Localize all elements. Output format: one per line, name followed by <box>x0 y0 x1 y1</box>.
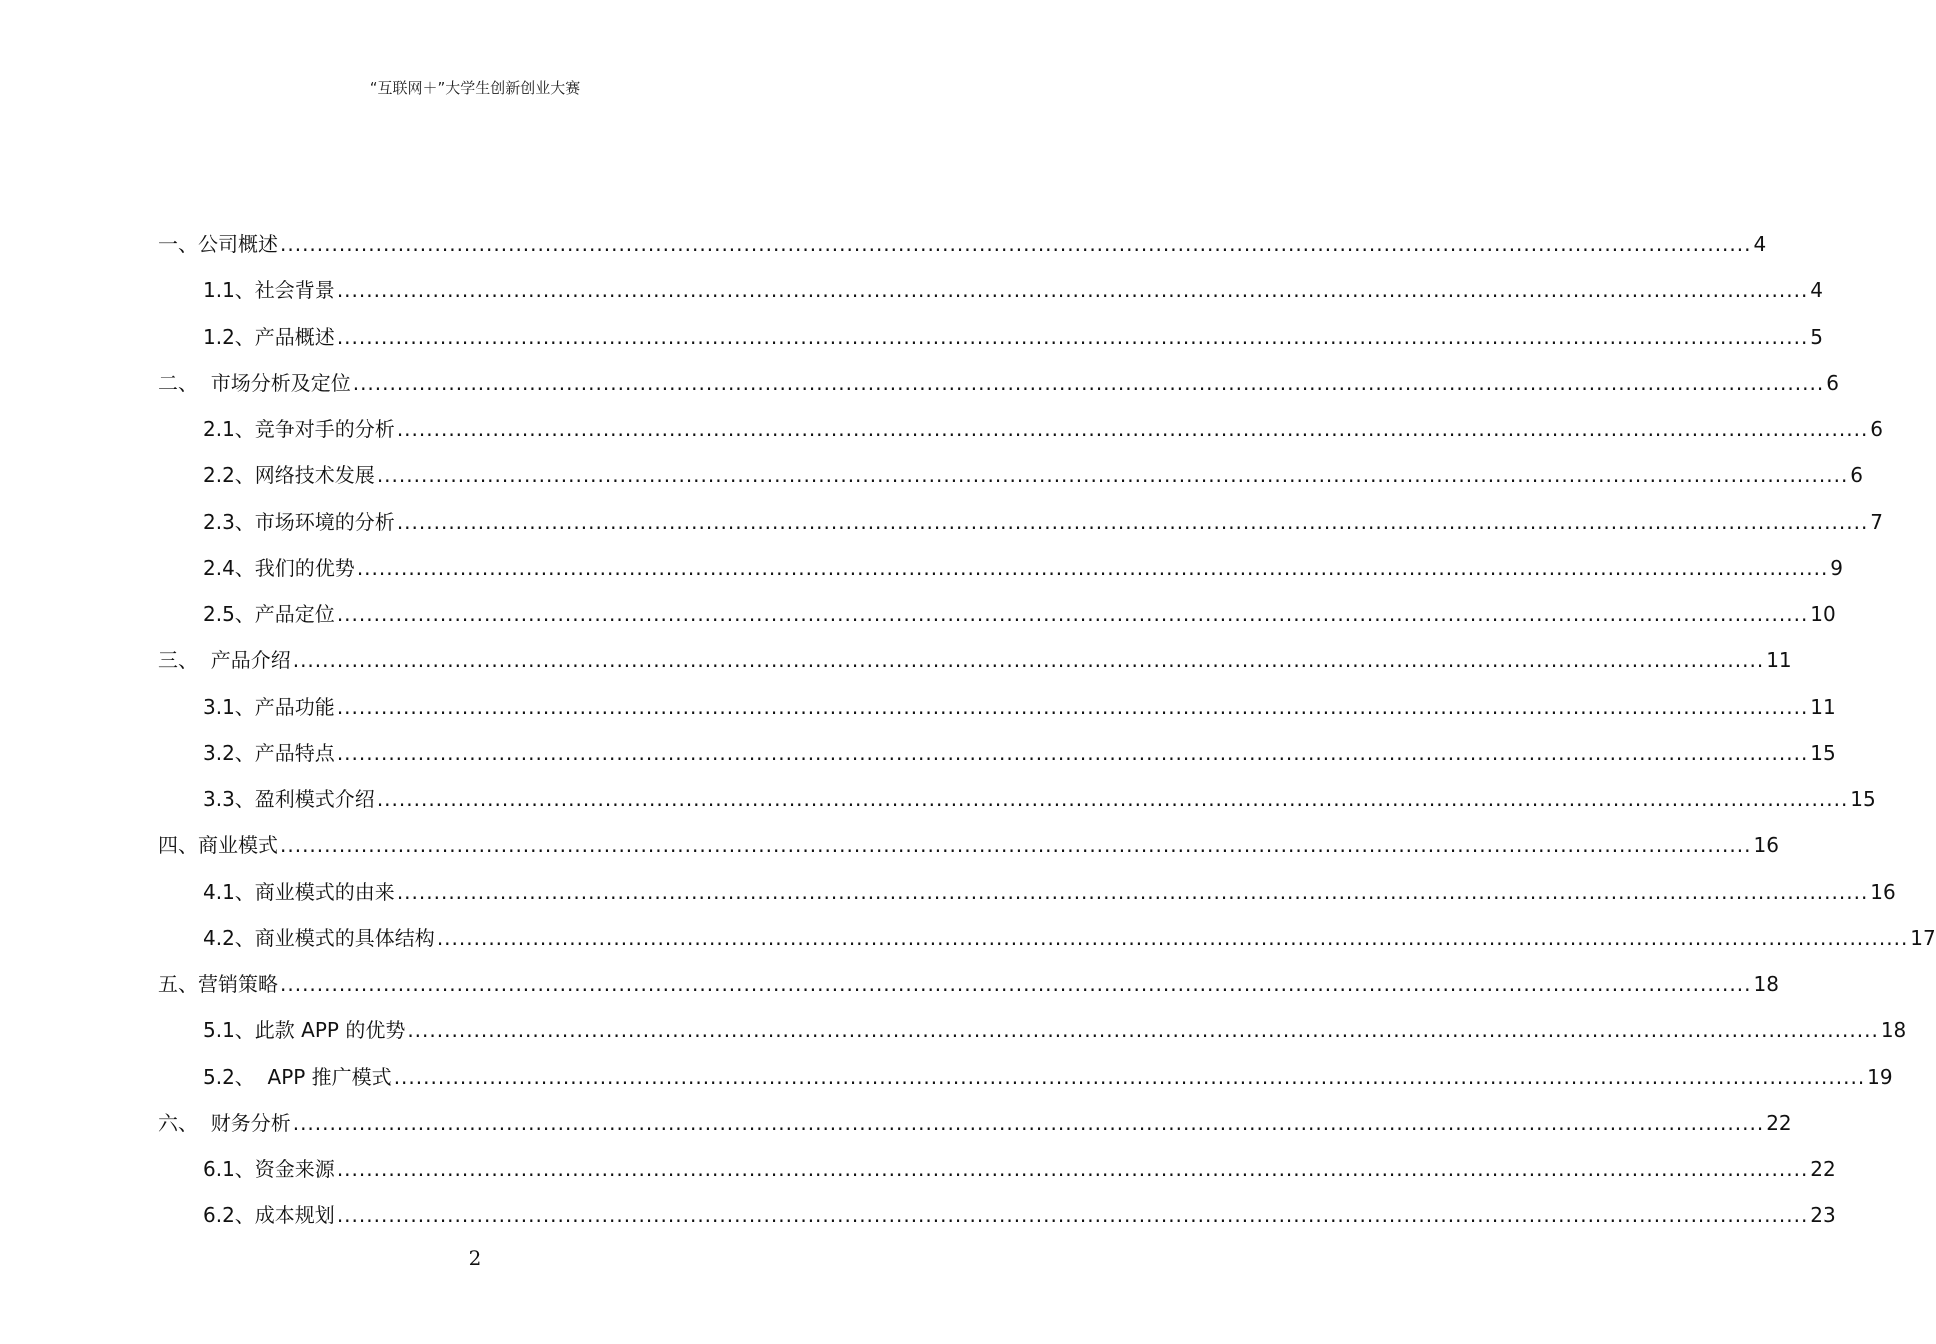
toc-entry[interactable] <box>158 830 1779 860</box>
toc-entry[interactable] <box>203 414 1884 444</box>
toc-entry-page: 7 <box>1870 509 1884 534</box>
toc-dot-leader: ........................................................................................................................................................................................................ <box>336 1157 1809 1181</box>
toc-entry-title: 3.1、产品功能 <box>203 694 335 719</box>
toc-entry-title: 6.2、成本规划 <box>203 1203 335 1228</box>
toc-entry[interactable] <box>203 507 1884 537</box>
toc-dot-leader: ........................................................................................................................................................................................................ <box>396 509 1869 534</box>
toc-entry-title: 2.2、网络技术发展 <box>203 463 375 488</box>
toc-entry[interactable] <box>158 229 1767 259</box>
toc-entry-page: 19 <box>1867 1064 1893 1089</box>
toc-entry-title: 2.5、产品定位 <box>203 602 335 626</box>
toc-entry-page: 18 <box>1753 972 1779 996</box>
toc-dot-leader: ........................................................................................................................................................................................................ <box>436 925 1909 950</box>
toc-entry-page: 9 <box>1830 555 1844 580</box>
toc-entry[interactable] <box>203 1015 1907 1045</box>
toc-entry-title: 二、 市场分析及定位 <box>158 370 351 395</box>
toc-entry-page: 4 <box>1753 232 1767 256</box>
toc-entry-page: 4 <box>1810 278 1824 303</box>
toc-entry[interactable] <box>203 1200 1836 1230</box>
toc-entry-page: 16 <box>1753 833 1779 858</box>
toc-entry[interactable] <box>203 599 1836 629</box>
toc-entry-title: 一、公司概述 <box>158 232 278 256</box>
toc-entry-title: 5.2、 APP 推广模式 <box>203 1064 392 1089</box>
toc-entry[interactable] <box>203 1154 1836 1184</box>
toc-entry-page: 6 <box>1826 370 1839 395</box>
toc-entry-title: 三、 产品介绍 <box>158 648 291 673</box>
toc-dot-leader: ........................................................................................................................................................................................................ <box>376 463 1849 488</box>
toc-dot-leader: ........................................................................................................................................................................................................ <box>376 787 1849 811</box>
toc-entry-page: 5 <box>1810 324 1824 349</box>
toc-entry[interactable] <box>203 923 1936 953</box>
toc-entry-title: 6.1、资金来源 <box>203 1157 335 1181</box>
toc-dot-leader: ........................................................................................................................................................................................................ <box>336 1203 1809 1228</box>
toc-dot-leader: ........................................................................................................................................................................................................ <box>280 972 1752 996</box>
toc-entry-title: 五、营销策略 <box>158 972 278 996</box>
toc-dot-leader: ........................................................................................................................................................................................................ <box>393 1064 1866 1089</box>
toc-entry-page: 22 <box>1810 1157 1836 1181</box>
toc-entry[interactable] <box>158 969 1779 999</box>
toc-entry[interactable] <box>203 738 1836 768</box>
toc-dot-leader: ........................................................................................................................................................................................................ <box>352 370 1825 395</box>
page-number: 2 <box>468 1246 482 1270</box>
toc-entry-page: 11 <box>1810 694 1836 719</box>
toc-entry[interactable] <box>158 645 1792 675</box>
toc-entry-title: 2.1、竞争对手的分析 <box>203 417 395 441</box>
toc-dot-leader: ........................................................................................................................................................................................................ <box>292 1110 1765 1135</box>
toc-entry-page: 6 <box>1850 463 1864 488</box>
toc-entry-title: 1.2、产品概述 <box>203 324 335 349</box>
toc-entry-page: 23 <box>1810 1203 1836 1228</box>
toc-entry[interactable] <box>203 692 1836 722</box>
toc-dot-leader: ........................................................................................................................................................................................................ <box>396 879 1869 904</box>
toc-entry-page: 11 <box>1766 648 1792 673</box>
toc-entry-page: 17 <box>1910 925 1936 950</box>
toc-entry[interactable] <box>203 322 1824 352</box>
toc-entry-title: 5.1、此款 APP 的优势 <box>203 1018 406 1043</box>
toc-entry[interactable] <box>203 1062 1893 1092</box>
toc-dot-leader: ........................................................................................................................................................................................................ <box>396 417 1869 441</box>
toc-dot-leader: ........................................................................................................................................................................................................ <box>336 740 1809 765</box>
toc-dot-leader: ........................................................................................................................................................................................................ <box>292 648 1765 673</box>
toc-entry[interactable] <box>203 460 1864 490</box>
toc-entry-title: 4.2、商业模式的具体结构 <box>203 925 435 950</box>
toc-entry-title: 2.4、我们的优势 <box>203 555 355 580</box>
toc-entry-title: 3.2、产品特点 <box>203 740 335 765</box>
toc-entry-page: 6 <box>1870 417 1884 441</box>
toc-entry-title: 四、商业模式 <box>158 833 278 858</box>
toc-entry-title: 4.1、商业模式的由来 <box>203 879 395 904</box>
toc-entry-page: 22 <box>1766 1110 1792 1135</box>
toc-entry[interactable] <box>158 368 1839 398</box>
toc-dot-leader: ........................................................................................................................................................................................................ <box>336 278 1809 303</box>
toc-entry-page: 15 <box>1810 740 1836 765</box>
toc-entry[interactable] <box>203 784 1876 814</box>
toc-entry-page: 15 <box>1850 787 1876 811</box>
toc-entry-title: 2.3、市场环境的分析 <box>203 509 395 534</box>
toc-entry-page: 18 <box>1880 1018 1907 1043</box>
toc-entry[interactable] <box>158 1108 1792 1138</box>
page-header: “互联网＋”大学生创新创业大赛 <box>369 79 581 97</box>
toc-entry-title: 3.3、盈利模式介绍 <box>203 787 375 811</box>
toc-entry[interactable] <box>203 553 1844 583</box>
toc-entry-title: 六、 财务分析 <box>158 1110 291 1135</box>
toc-dot-leader: ........................................................................................................................................................................................................ <box>336 602 1809 626</box>
toc-dot-leader: ........................................................................................................................................................................................................ <box>280 833 1752 858</box>
toc-entry-page: 10 <box>1810 602 1836 626</box>
toc-entry[interactable] <box>203 877 1896 907</box>
toc-dot-leader: ........................................................................................................................................................................................................ <box>356 555 1829 580</box>
toc-dot-leader: ........................................................................................................................................................................................................ <box>336 694 1809 719</box>
toc-dot-leader: ........................................................................................................................................................................................................ <box>407 1018 1879 1043</box>
toc-entry-title: 1.1、社会背景 <box>203 278 335 303</box>
toc-entry[interactable] <box>203 275 1824 305</box>
toc-dot-leader: ........................................................................................................................................................................................................ <box>336 324 1809 349</box>
toc-dot-leader: ........................................................................................................................................................................................................ <box>280 232 1752 256</box>
toc-entry-page: 16 <box>1870 879 1896 904</box>
